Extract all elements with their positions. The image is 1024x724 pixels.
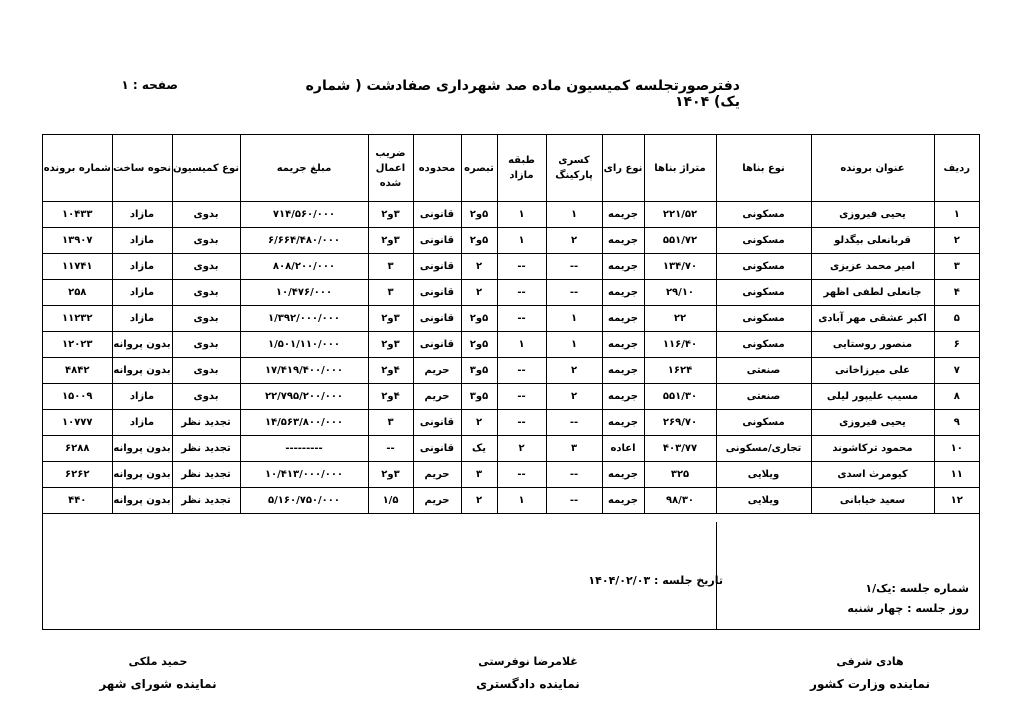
table-body	[43, 202, 979, 514]
cell-construction-type: بدون پروانه	[112, 436, 172, 462]
cell-clause: ۵و۲	[461, 306, 497, 332]
session-number: شماره جلسه :یک/۱	[865, 582, 969, 595]
cell-coefficient: ۳	[368, 410, 413, 436]
table-row	[43, 280, 979, 306]
cell-commission-type: بدوی	[172, 306, 240, 332]
cell-fine-amount: ۱/۵۰۱/۱۱۰/۰۰۰	[240, 332, 368, 358]
table-row	[43, 228, 979, 254]
column-header-coefficient: ضریب اعمال شده	[368, 135, 413, 202]
column-header-building-type: نوع بناها	[716, 135, 811, 202]
cell-row-number: ۳	[934, 254, 979, 280]
cell-verdict-type: جریمه	[602, 306, 644, 332]
cell-case-number: ۴۸۴۲	[43, 358, 112, 384]
cell-parking-shortage: --	[546, 462, 602, 488]
cell-fine-amount: ۵/۱۶۰/۷۵۰/۰۰۰	[240, 488, 368, 514]
cell-coefficient: ۳و۲	[368, 228, 413, 254]
signer-role: نماینده دادگستری	[476, 677, 580, 691]
signer-name: غلامرضا نوفرستی	[478, 655, 578, 668]
cell-case-title: یحیی فیروزی	[811, 410, 934, 436]
cell-verdict-type: جریمه	[602, 358, 644, 384]
cell-commission-type: بدوی	[172, 280, 240, 306]
cell-case-title: منصور روستایی	[811, 332, 934, 358]
cell-extra-floor: ۱	[497, 488, 546, 514]
cell-building-type: مسکونی	[716, 410, 811, 436]
cell-case-title: علی میرزاخانی	[811, 358, 934, 384]
cell-zone: قانونی	[413, 410, 461, 436]
column-header-zone: محدوده	[413, 135, 461, 202]
cell-fine-amount: ۱/۳۹۲/۰۰۰/۰۰۰	[240, 306, 368, 332]
cell-coefficient: ۳	[368, 280, 413, 306]
cell-building-type: مسکونی	[716, 306, 811, 332]
cell-clause: ۵و۲	[461, 228, 497, 254]
cell-clause: ۵و۳	[461, 358, 497, 384]
cell-fine-amount: ۱۴/۵۶۳/۸۰۰/۰۰۰	[240, 410, 368, 436]
cell-construction-type: مازاد	[112, 228, 172, 254]
cell-case-title: کیومرث اسدی	[811, 462, 934, 488]
cell-coefficient: ۴و۲	[368, 384, 413, 410]
table-row	[43, 332, 979, 358]
cell-parking-shortage: ۱	[546, 202, 602, 228]
cell-fine-amount: ۱۷/۴۱۹/۴۰۰/۰۰۰	[240, 358, 368, 384]
column-header-extra-floor: طبقه مازاد	[497, 135, 546, 202]
cell-verdict-type: جریمه	[602, 202, 644, 228]
cell-case-number: ۱۰۷۷۷	[43, 410, 112, 436]
cell-case-number: ۱۳۹۰۷	[43, 228, 112, 254]
cell-verdict-type: جریمه	[602, 228, 644, 254]
cell-construction-type: مازاد	[112, 306, 172, 332]
cell-parking-shortage: ۱	[546, 306, 602, 332]
cell-case-number: ۲۵۸	[43, 280, 112, 306]
cell-fine-amount: ۶/۶۶۴/۴۸۰/۰۰۰	[240, 228, 368, 254]
cell-commission-type: تجدید نظر	[172, 488, 240, 514]
cell-case-title: سعید خیابانی	[811, 488, 934, 514]
cell-verdict-type: جریمه	[602, 410, 644, 436]
cell-row-number: ۸	[934, 384, 979, 410]
table-row	[43, 410, 979, 436]
cell-construction-type: بدون پروانه	[112, 488, 172, 514]
table-row	[43, 358, 979, 384]
cell-zone: حریم	[413, 462, 461, 488]
column-header-verdict-type: نوع رای	[602, 135, 644, 202]
cell-parking-shortage: ۲	[546, 384, 602, 410]
column-header-construction-type: نحوه ساخت	[112, 135, 172, 202]
cell-extra-floor: --	[497, 384, 546, 410]
cases-table	[43, 135, 979, 514]
cell-zone: حریم	[413, 488, 461, 514]
cell-building-area: ۹۸/۳۰	[644, 488, 716, 514]
cell-parking-shortage: ۳	[546, 436, 602, 462]
cell-parking-shortage: --	[546, 254, 602, 280]
cell-clause: ۲	[461, 254, 497, 280]
cell-row-number: ۱۰	[934, 436, 979, 462]
cell-building-area: ۱۶۲۴	[644, 358, 716, 384]
cell-fine-amount: ---------	[240, 436, 368, 462]
cell-coefficient: ۳و۲	[368, 332, 413, 358]
column-header-row-number: ردیف	[934, 135, 979, 202]
cell-building-type: صنعتی	[716, 384, 811, 410]
table-row	[43, 462, 979, 488]
signature-interior-ministry	[770, 653, 970, 691]
cell-clause: ۲	[461, 280, 497, 306]
cell-extra-floor: --	[497, 254, 546, 280]
cell-extra-floor: ۲	[497, 436, 546, 462]
cell-fine-amount: ۷۱۴/۵۶۰/۰۰۰	[240, 202, 368, 228]
cell-construction-type: مازاد	[112, 410, 172, 436]
cell-coefficient: ۱/۵	[368, 488, 413, 514]
cell-case-title: محمود ترکاشوند	[811, 436, 934, 462]
cell-zone: قانونی	[413, 202, 461, 228]
cell-row-number: ۲	[934, 228, 979, 254]
cell-construction-type: مازاد	[112, 202, 172, 228]
column-header-parking-shortage: کسری پارکینگ	[546, 135, 602, 202]
cell-commission-type: بدوی	[172, 358, 240, 384]
cell-construction-type: مازاد	[112, 254, 172, 280]
page-number: صفحه : ۱	[121, 78, 178, 92]
cell-building-type: ویلایی	[716, 462, 811, 488]
meeting-date: تاریخ جلسه : ۱۴۰۴/۰۲/۰۳	[588, 574, 723, 587]
minutes-sheet	[42, 134, 980, 630]
cell-building-type: تجاری/مسکونی	[716, 436, 811, 462]
cell-zone: حریم	[413, 384, 461, 410]
cell-construction-type: مازاد	[112, 384, 172, 410]
signature-judiciary	[428, 653, 628, 691]
cell-coefficient: ۳	[368, 254, 413, 280]
signer-name: حمید ملکی	[128, 655, 188, 668]
cell-row-number: ۹	[934, 410, 979, 436]
document-title: دفترصورتجلسه کمیسیون ماده صد شهرداری صفادشت ( شماره یک) ۱۴۰۴	[305, 78, 740, 110]
cell-building-type: مسکونی	[716, 202, 811, 228]
table-row	[43, 488, 979, 514]
cell-building-area: ۱۳۴/۷۰	[644, 254, 716, 280]
cell-building-area: ۲۶۹/۷۰	[644, 410, 716, 436]
table-header-row	[43, 135, 979, 202]
cell-parking-shortage: ۲	[546, 228, 602, 254]
signer-role: نماینده شورای شهر	[99, 677, 217, 691]
cell-zone: قانونی	[413, 436, 461, 462]
cell-zone: قانونی	[413, 332, 461, 358]
cell-row-number: ۱	[934, 202, 979, 228]
cell-clause: ۵و۲	[461, 332, 497, 358]
cell-case-number: ۶۲۶۲	[43, 462, 112, 488]
table-row	[43, 306, 979, 332]
table-row	[43, 436, 979, 462]
cell-coefficient: ۴و۲	[368, 358, 413, 384]
cell-case-title: مسیب علیپور لیلی	[811, 384, 934, 410]
cell-row-number: ۵	[934, 306, 979, 332]
session-info	[43, 522, 979, 629]
cell-case-title: قربانعلی بیگدلو	[811, 228, 934, 254]
cell-parking-shortage: --	[546, 488, 602, 514]
cell-commission-type: بدوی	[172, 202, 240, 228]
cell-case-number: ۱۱۷۴۱	[43, 254, 112, 280]
cell-zone: حریم	[413, 358, 461, 384]
cell-case-number: ۱۲۰۲۳	[43, 332, 112, 358]
column-header-fine-amount: مبلغ جریمه	[240, 135, 368, 202]
cell-extra-floor: --	[497, 462, 546, 488]
cell-commission-type: تجدید نظر	[172, 436, 240, 462]
cell-row-number: ۷	[934, 358, 979, 384]
cell-extra-floor: --	[497, 306, 546, 332]
cell-row-number: ۱۲	[934, 488, 979, 514]
cell-fine-amount: ۸۰۸/۲۰۰/۰۰۰	[240, 254, 368, 280]
cell-parking-shortage: ۱	[546, 332, 602, 358]
cell-clause: ۳	[461, 462, 497, 488]
column-header-building-area: متراژ بناها	[644, 135, 716, 202]
cell-building-area: ۲۹/۱۰	[644, 280, 716, 306]
cell-case-number: ۶۲۸۸	[43, 436, 112, 462]
cell-row-number: ۶	[934, 332, 979, 358]
cell-verdict-type: اعاده	[602, 436, 644, 462]
cell-commission-type: تجدید نظر	[172, 410, 240, 436]
cell-commission-type: بدوی	[172, 228, 240, 254]
session-day: روز جلسه : چهار شنبه	[847, 602, 969, 615]
table-row	[43, 384, 979, 410]
cell-commission-type: تجدید نظر	[172, 462, 240, 488]
cell-case-title: جانعلی لطفی اظهر	[811, 280, 934, 306]
signer-role: نماینده وزارت کشور	[810, 677, 930, 691]
cell-zone: قانونی	[413, 306, 461, 332]
cell-row-number: ۴	[934, 280, 979, 306]
column-header-commission-type: نوع کمیسیون	[172, 135, 240, 202]
cell-coefficient: ۳و۲	[368, 306, 413, 332]
cell-building-type: مسکونی	[716, 228, 811, 254]
cell-building-area: ۵۵۱/۷۲	[644, 228, 716, 254]
cell-building-area: ۱۱۶/۴۰	[644, 332, 716, 358]
cell-clause: ۲	[461, 488, 497, 514]
cell-building-type: ویلایی	[716, 488, 811, 514]
cell-verdict-type: جریمه	[602, 462, 644, 488]
table-row	[43, 254, 979, 280]
cell-parking-shortage: ۲	[546, 358, 602, 384]
cell-building-area: ۳۲۵	[644, 462, 716, 488]
cell-extra-floor: --	[497, 358, 546, 384]
cell-verdict-type: جریمه	[602, 384, 644, 410]
cell-building-area: ۵۵۱/۳۰	[644, 384, 716, 410]
column-header-clause: تبصره	[461, 135, 497, 202]
cell-case-title: یحیی فیروزی	[811, 202, 934, 228]
cell-clause: یک	[461, 436, 497, 462]
cell-case-number: ۴۴۰	[43, 488, 112, 514]
cell-clause: ۵و۳	[461, 384, 497, 410]
cell-case-title: امیر محمد عزیزی	[811, 254, 934, 280]
cell-verdict-type: جریمه	[602, 254, 644, 280]
cell-building-area: ۲۲۱/۵۲	[644, 202, 716, 228]
cell-building-type: مسکونی	[716, 254, 811, 280]
cell-extra-floor: ۱	[497, 228, 546, 254]
cell-parking-shortage: --	[546, 280, 602, 306]
cell-commission-type: بدوی	[172, 254, 240, 280]
cell-zone: قانونی	[413, 280, 461, 306]
cell-building-type: مسکونی	[716, 332, 811, 358]
table-row	[43, 202, 979, 228]
column-header-case-title: عنوان برونده	[811, 135, 934, 202]
cell-construction-type: بدون پروانه	[112, 358, 172, 384]
cell-case-title: اکبر عشقی مهر آبادی	[811, 306, 934, 332]
cell-extra-floor: --	[497, 410, 546, 436]
cell-extra-floor: ۱	[497, 332, 546, 358]
cell-fine-amount: ۱۰/۴۷۶/۰۰۰	[240, 280, 368, 306]
cell-fine-amount: ۱۰/۴۱۳/۰۰۰/۰۰۰	[240, 462, 368, 488]
cell-building-type: صنعتی	[716, 358, 811, 384]
column-header-case-number: شماره برونده	[43, 135, 112, 202]
cell-row-number: ۱۱	[934, 462, 979, 488]
cell-case-number: ۱۰۴۳۳	[43, 202, 112, 228]
cell-building-area: ۴۰۳/۷۷	[644, 436, 716, 462]
cell-zone: قانونی	[413, 228, 461, 254]
cell-verdict-type: جریمه	[602, 488, 644, 514]
signature-city-council	[58, 653, 258, 691]
cell-commission-type: بدوی	[172, 384, 240, 410]
cell-extra-floor: --	[497, 280, 546, 306]
cell-coefficient: --	[368, 436, 413, 462]
cell-construction-type: بدون پروانه	[112, 332, 172, 358]
cell-fine-amount: ۲۲/۷۹۵/۲۰۰/۰۰۰	[240, 384, 368, 410]
cell-coefficient: ۳و۲	[368, 202, 413, 228]
cell-commission-type: بدوی	[172, 332, 240, 358]
cell-parking-shortage: --	[546, 410, 602, 436]
cell-verdict-type: جریمه	[602, 280, 644, 306]
cell-extra-floor: ۱	[497, 202, 546, 228]
cell-verdict-type: جریمه	[602, 332, 644, 358]
cell-building-type: مسکونی	[716, 280, 811, 306]
cell-clause: ۲	[461, 410, 497, 436]
cell-construction-type: مازاد	[112, 280, 172, 306]
cell-building-area: ۲۲	[644, 306, 716, 332]
cell-case-number: ۱۵۰۰۹	[43, 384, 112, 410]
signer-name: هادی شرفی	[836, 655, 904, 668]
cell-construction-type: بدون پروانه	[112, 462, 172, 488]
cell-case-number: ۱۱۲۳۲	[43, 306, 112, 332]
cell-zone: قانونی	[413, 254, 461, 280]
cell-clause: ۵و۲	[461, 202, 497, 228]
cell-coefficient: ۳و۲	[368, 462, 413, 488]
